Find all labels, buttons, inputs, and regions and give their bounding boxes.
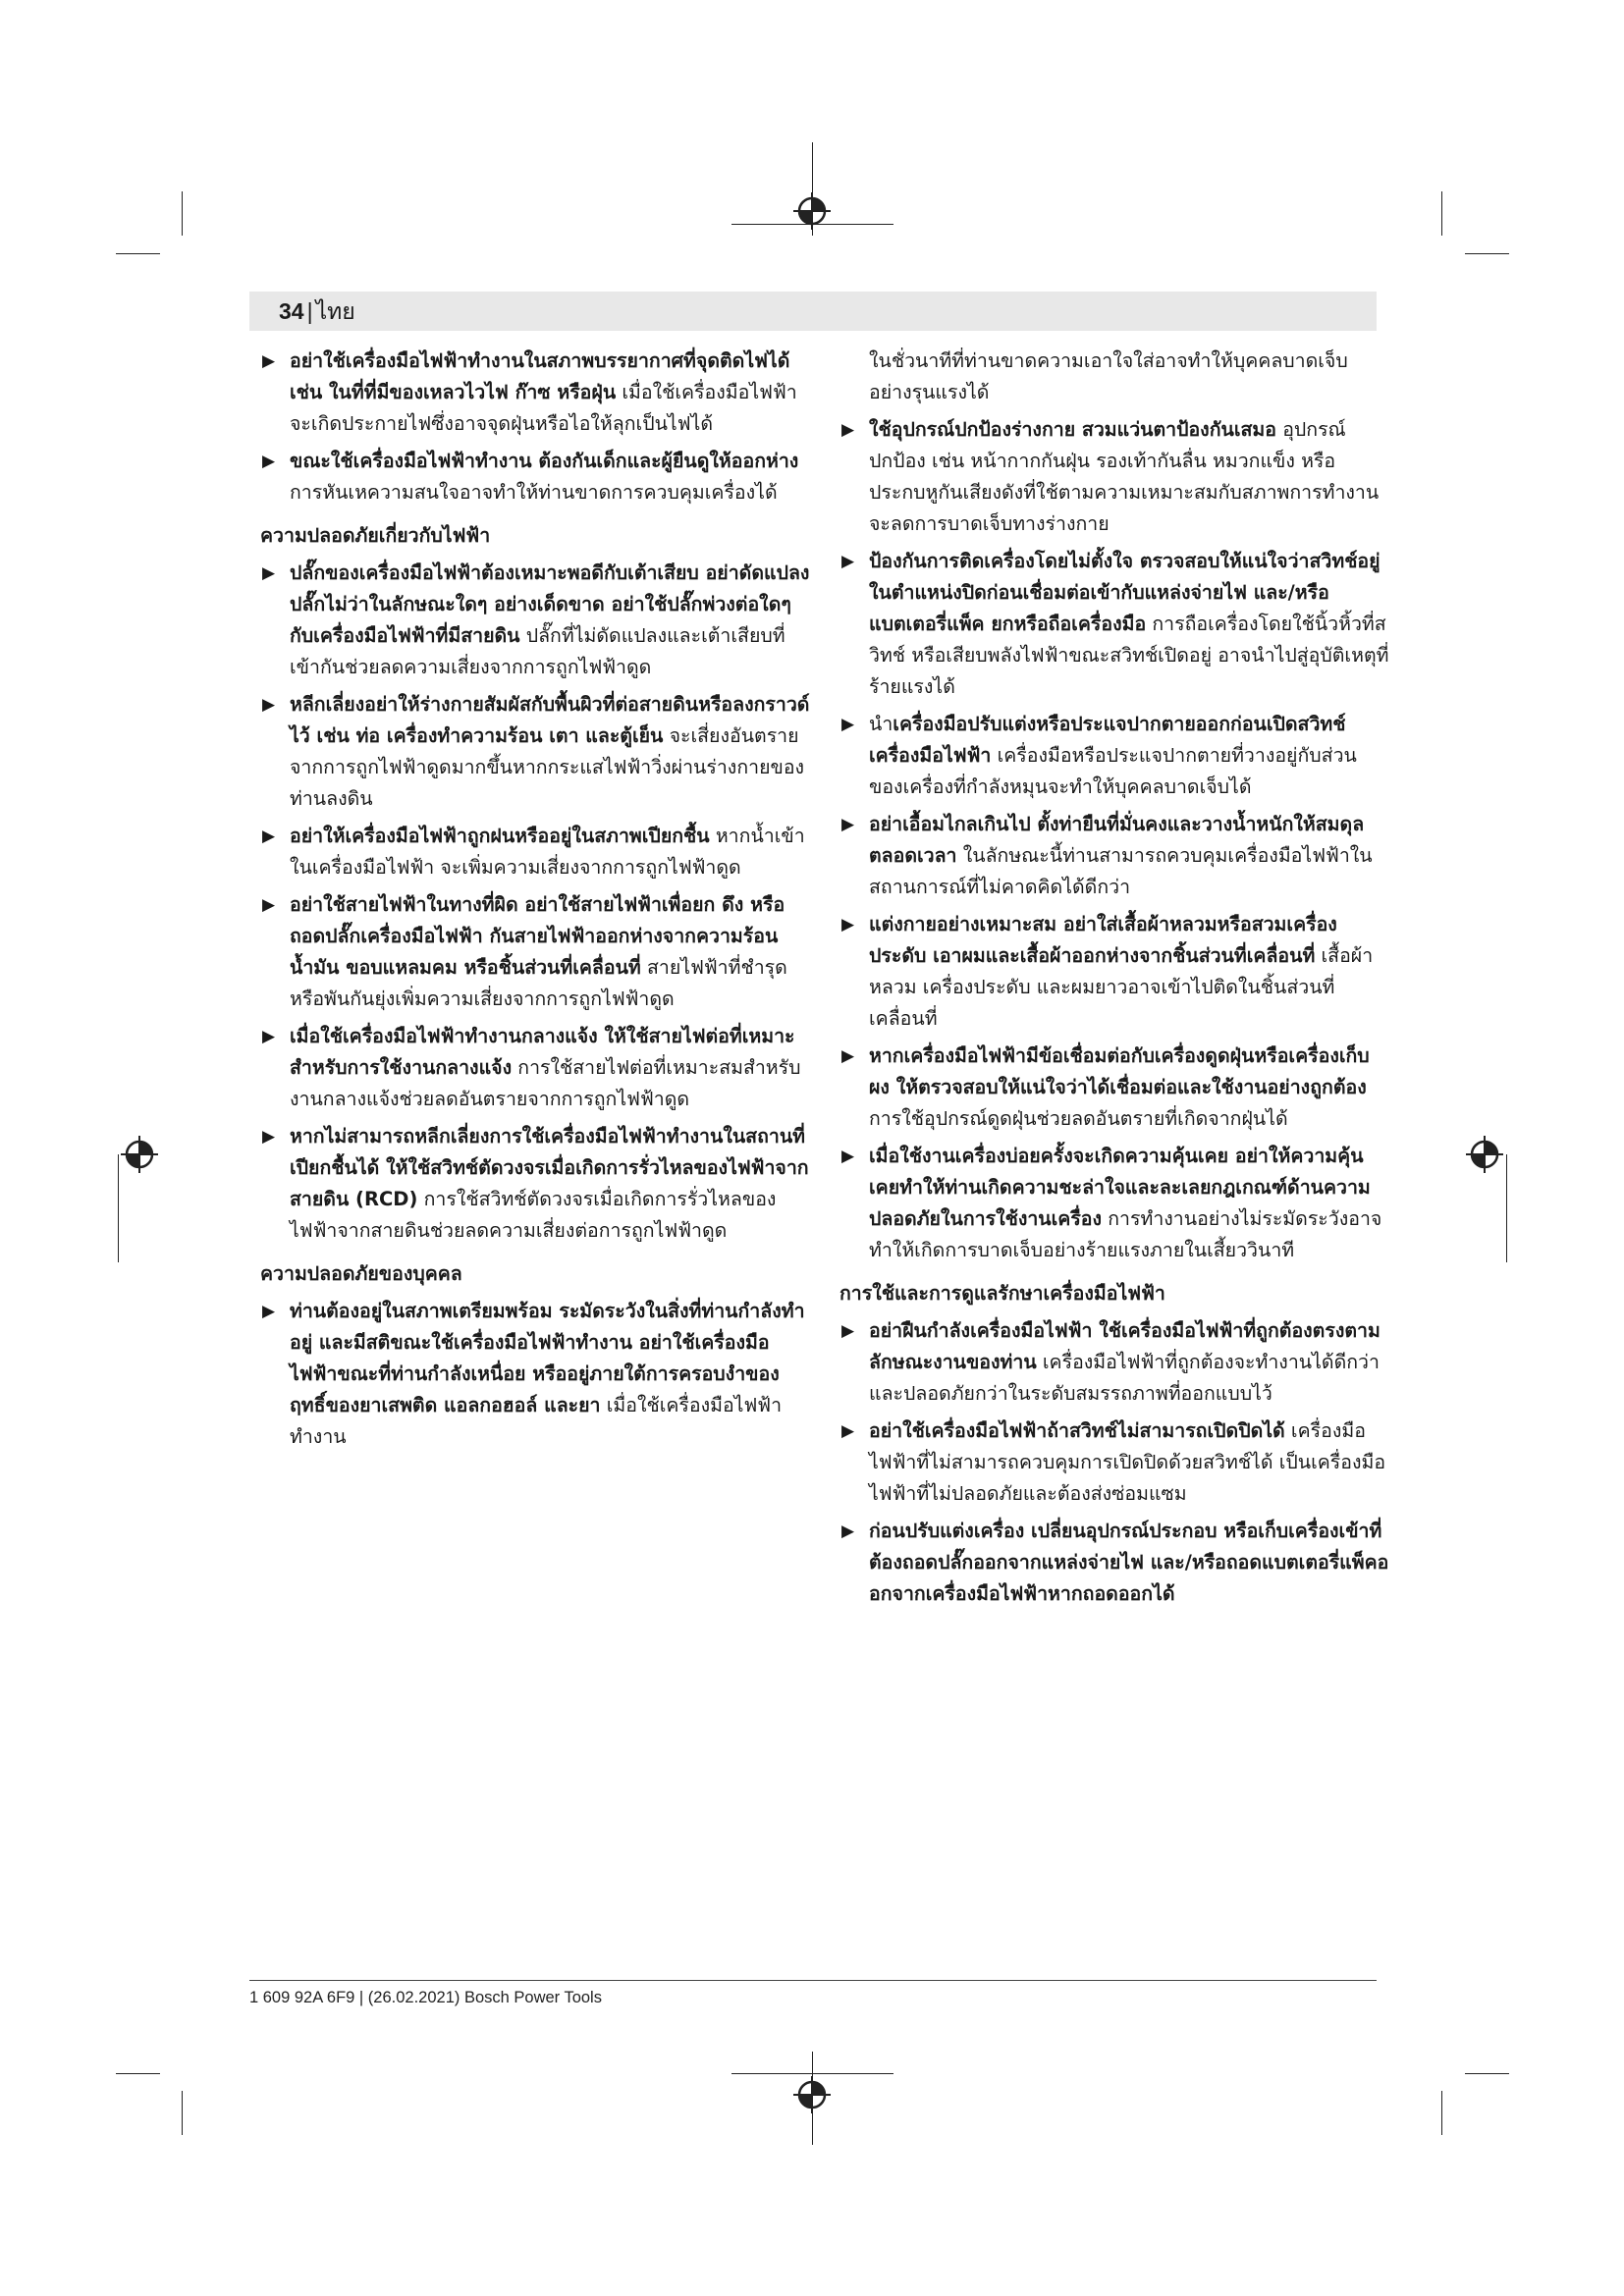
warning-item <box>260 1296 810 1453</box>
warning-item <box>839 1315 1389 1410</box>
crop-mark <box>1441 191 1442 236</box>
warning-paragraph <box>290 558 810 683</box>
warning-bold-text: หากไม่สามารถหลีกเลี่ยงการใช้เครื่องมือไฟฟ้าทำงานในสถานที่เปียกชื้นได้ ให้ใช้สวิทช์ตัดวงจรเมื่อเกิดการรั่วไหลของไฟฟ้าจากสายดิน (RCD) <box>290 1125 809 1210</box>
warning-item <box>260 346 810 440</box>
warning-paragraph <box>290 689 810 815</box>
bullet-arrow-icon: ▶ <box>262 351 276 371</box>
warning-paragraph <box>869 546 1389 703</box>
right-column <box>839 346 1389 1616</box>
warning-item <box>260 821 810 883</box>
warning-bold-text: ใช้อุปกรณ์ปกป้องร่างกาย สวมแว่นตาป้องกันเสมอ <box>869 418 1276 441</box>
bullet-arrow-icon: ▶ <box>841 715 855 734</box>
warning-paragraph <box>869 809 1389 903</box>
warning-item <box>839 909 1389 1035</box>
warning-paragraph <box>290 1021 810 1115</box>
page-header <box>249 292 1377 331</box>
warning-paragraph <box>869 414 1389 540</box>
warning-explanation-text: เครื่องมือหรือประแจปากตายที่วางอยู่กับส่วนของเครื่องที่กำลังหมุนจะทำให้บุคคลบาดเจ็บได้ <box>869 744 1357 798</box>
warning-paragraph <box>290 889 810 1015</box>
registration-mark-icon <box>790 2073 834 2116</box>
crop-mark <box>1465 2073 1509 2074</box>
bullet-arrow-icon: ▶ <box>841 915 855 934</box>
left-column <box>260 346 810 1459</box>
warning-bold-text: แต่งกายอย่างเหมาะสม อย่าใส่เสื้อผ้าหลวมหรือสวมเครื่องประดับ เอาผมและเสื้อผ้าออกห่างจากชิ้นส่วนที่เคลื่อนที่ <box>869 913 1337 967</box>
warning-explanation-text: เครื่องมือไฟฟ้าที่ไม่สามารถควบคุมการเปิดปิดด้วยสวิทช์ได้ เป็นเครื่องมือไฟฟ้าที่ไม่ปลอดภัยและต้องส่งซ่อมแซม <box>869 1419 1386 1505</box>
warning-bold-text: อย่าใช้เครื่องมือไฟฟ้าทำงานในสภาพบรรยากาศที่จุดติดไฟได้ เช่น ในที่ที่มีของเหลวไวไฟ ก๊าซ หรือฝุ่น <box>290 349 790 403</box>
warning-explanation-text: การทำงานอย่างไม่ระมัดระวังอาจทำให้เกิดการบาดเจ็บอย่างร้ายแรงภายในเสี้ยววินาที <box>869 1207 1382 1261</box>
warning-explanation-text: สายไฟฟ้าที่ชำรุดหรือพันกันยุ่งเพิ่มความเสี่ยงจากการถูกไฟฟ้าดูด <box>290 956 787 1010</box>
bullet-arrow-icon: ▶ <box>262 895 276 915</box>
crop-mark <box>182 191 183 236</box>
warning-item <box>839 414 1389 540</box>
bullet-arrow-icon: ▶ <box>841 1046 855 1066</box>
warning-paragraph <box>869 709 1389 803</box>
warning-bold-text: อย่าฝืนกำลังเครื่องมือไฟฟ้า ใช้เครื่องมือไฟฟ้าที่ถูกต้องตรงตามลักษณะงานของท่าน <box>869 1319 1380 1373</box>
page-number: 34 <box>279 298 304 324</box>
warning-explanation-text: การใช้สายไฟต่อที่เหมาะสมสำหรับงานกลางแจ้งช่วยลดอันตรายจากการถูกไฟฟ้าดูด <box>290 1056 801 1110</box>
bullet-arrow-icon: ▶ <box>262 695 276 715</box>
crop-mark <box>1441 2091 1442 2135</box>
warning-explanation-text: ปลั๊กที่ไม่ดัดแปลงและเต้าเสียบที่เข้ากันช่วยลดความเสี่ยงจากการถูกไฟฟ้าดูด <box>290 624 785 678</box>
section-heading-personal-safety: ความปลอดภัยของบุคคล <box>260 1262 462 1285</box>
warning-item <box>839 809 1389 903</box>
warning-explanation-text: เครื่องมือไฟฟ้าที่ถูกต้องจะทำงานได้ดีกว่าและปลอดภัยกว่าในระดับสมรรถภาพที่ออกแบบไว้ <box>869 1351 1380 1405</box>
bullet-arrow-icon: ▶ <box>841 420 855 440</box>
crop-mark <box>1506 1154 1507 1262</box>
warning-paragraph <box>869 1315 1389 1410</box>
bullet-arrow-icon: ▶ <box>262 1302 276 1321</box>
bullet-arrow-icon: ▶ <box>262 1127 276 1147</box>
warning-explanation-text: การถือเครื่องโดยใช้นิ้วหิ้วที่สวิทช์ หรือเสียบพลังไฟฟ้าขณะสวิทช์เปิดอยู่ อาจนำไปสู่อุบัติเหตุที่ร้ายแรงได้ <box>869 613 1389 698</box>
language-label: ไทย <box>315 298 355 324</box>
warning-bold-text: อย่าใช้เครื่องมือไฟฟ้าถ้าสวิทช์ไม่สามารถเปิดปิดได้ <box>869 1419 1285 1442</box>
warning-paragraph <box>290 1296 810 1453</box>
warning-bold-text: ปลั๊กของเครื่องมือไฟฟ้าต้องเหมาะพอดีกับเต้าเสียบ อย่าดัดแปลงปลั๊กไม่ว่าในลักษณะใดๆ อย่างเด็ดขาด อย่าใช้ปลั๊กพ่วงต่อใดๆ กับเครื่องมือไฟฟ้าที่มีสายดิน <box>290 561 810 647</box>
warning-explanation-text: การใช้อุปกรณ์ดูดฝุ่นช่วยลดอันตรายที่เกิดจากฝุ่นได้ <box>869 1107 1288 1130</box>
bullet-arrow-icon: ▶ <box>262 452 276 471</box>
bullet-arrow-icon: ▶ <box>262 1027 276 1046</box>
warning-paragraph <box>290 1121 810 1247</box>
crop-mark <box>182 2091 183 2135</box>
section-heading-electrical-safety: ความปลอดภัยเกี่ยวกับไฟฟ้า <box>260 524 491 547</box>
bullet-arrow-icon: ▶ <box>841 1421 855 1441</box>
warning-item <box>260 446 810 508</box>
warning-bold-text: ขณะใช้เครื่องมือไฟฟ้าทำงาน ต้องกันเด็กและผู้ยืนดูให้ออกห่าง <box>290 450 799 472</box>
crop-mark <box>1465 253 1509 254</box>
bullet-arrow-icon: ▶ <box>841 1522 855 1541</box>
warning-bold-text: หากเครื่องมือไฟฟ้ามีข้อเชื่อมต่อกับเครื่องดูดฝุ่นหรือเครื่องเก็บผง ให้ตรวจสอบให้แน่ใจว่าได้เชื่อมต่อและใช้งานอย่างถูกต้อง <box>869 1044 1370 1098</box>
warning-item <box>839 1415 1389 1510</box>
registration-mark-icon <box>118 1133 161 1176</box>
warning-bold-text: เมื่อใช้งานเครื่องบ่อยครั้งจะเกิดความคุ้นเคย อย่าให้ความคุ้นเคยทำให้ท่านเกิดความชะล่าใจและละเลยกฎเกณฑ์ด้านความปลอดภัยในการใช้งานเครื่อง <box>869 1145 1371 1230</box>
bullet-arrow-icon: ▶ <box>262 827 276 846</box>
warning-paragraph <box>869 1041 1389 1135</box>
warning-list <box>839 414 1389 1266</box>
warning-item <box>260 889 810 1015</box>
warning-explanation-text: เสื้อผ้าหลวม เครื่องประดับ และผมยาวอาจเข้าไปติดในชิ้นส่วนที่เคลื่อนที่ <box>869 944 1374 1030</box>
warning-bold-text: ท่านต้องอยู่ในสภาพเตรียมพร้อม ระมัดระวังในสิ่งที่ท่านกำลังทำอยู่ และมีสติขณะใช้เครื่องมือไฟฟ้าทำงาน อย่าใช้เครื่องมือไฟฟ้าขณะที่ท่านกำลังเหนื่อย หรืออยู่ภายใต้การครอบงำของฤทธิ์ของยาเสพติด แอลกอฮอล์ และยา <box>290 1300 805 1416</box>
registration-mark-icon <box>1463 1133 1506 1176</box>
warning-bold-text: เครื่องมือปรับแต่งหรือประแจปากตายออกก่อนเปิดสวิทช์เครื่องมือไฟฟ้า <box>869 713 1346 767</box>
warning-paragraph <box>290 346 810 440</box>
warning-explanation-text: การหันเหความสนใจอาจทำให้ท่านขาดการควบคุมเครื่องได้ <box>290 481 778 504</box>
warning-explanation-text: หากน้ำเข้าในเครื่องมือไฟฟ้า จะเพิ่มความเสี่ยงจากการถูกไฟฟ้าดูด <box>290 825 805 879</box>
warning-item <box>839 1141 1389 1266</box>
warning-paragraph <box>869 1516 1389 1610</box>
crop-mark <box>116 2073 160 2074</box>
warning-paragraph <box>290 821 810 883</box>
warning-explanation-text: อุปกรณ์ปกป้อง เช่น หน้ากากกันฝุ่น รองเท้ากันลื่น หมวกแข็ง หรือประกบหูกันเสียงดังที่ใช้ตามความเหมาะสมกับสภาพการทำงาน จะลดการบาดเจ็บทางร่างกาย <box>869 418 1380 535</box>
warning-bold-text: อย่าเอื้อมไกลเกินไป ตั้งท่ายืนที่มั่นคงและวางน้ำหนักให้สมดุลตลอดเวลา <box>869 813 1365 867</box>
warning-bold-text: หลีกเลี่ยงอย่าให้ร่างกายสัมผัสกับพื้นผิวที่ต่อสายดินหรือลงกราวด์ไว้ เช่น ท่อ เครื่องทำความร้อน เตา และตู้เย็น <box>290 693 810 747</box>
warning-list <box>260 1296 810 1453</box>
warning-item <box>839 546 1389 703</box>
warning-bold-text: อย่าใช้สายไฟฟ้าในทางที่ผิด อย่าใช้สายไฟฟ้าเพื่อยก ดึง หรือถอดปลั๊กเครื่องมือไฟฟ้า กันสายไฟฟ้าออกห่างจากความร้อน น้ำมัน ขอบแหลมคม หรือชิ้นส่วนที่เคลื่อนที่ <box>290 893 785 979</box>
bullet-arrow-icon: ▶ <box>841 552 855 571</box>
bullet-arrow-icon: ▶ <box>841 815 855 834</box>
warning-item <box>260 558 810 683</box>
warning-item <box>260 1021 810 1115</box>
warning-paragraph <box>869 1415 1389 1510</box>
bullet-arrow-icon: ▶ <box>841 1147 855 1166</box>
warning-item <box>839 1516 1389 1610</box>
warning-lead-text: นำ <box>869 713 893 735</box>
warning-list <box>839 1315 1389 1610</box>
footer-rule <box>249 1980 1377 1981</box>
warning-paragraph <box>290 446 810 508</box>
bullet-arrow-icon: ▶ <box>262 563 276 583</box>
warning-paragraph <box>869 909 1389 1035</box>
warning-list <box>260 558 810 1247</box>
warning-explanation-text: ในลักษณะนี้ท่านสามารถควบคุมเครื่องมือไฟฟ้าในสถานการณ์ที่ไม่คาดคิดได้ดีกว่า <box>869 844 1373 898</box>
warning-explanation-text: เมื่อใช้เครื่องมือไฟฟ้าจะเกิดประกายไฟซึ่งอาจจุดฝุ่นหรือไอให้ลุกเป็นไฟได้ <box>290 381 797 435</box>
registration-mark-icon <box>790 189 834 233</box>
warning-bold-text: เมื่อใช้เครื่องมือไฟฟ้าทำงานกลางแจ้ง ให้ใช้สายไฟต่อที่เหมาะสำหรับการใช้งานกลางแจ้ง <box>290 1025 795 1079</box>
continuation-text: ในชั่วนาทีที่ท่านขาดความเอาใจใส่อาจทำให้บุคคลบาดเจ็บอย่างรุนแรงได้ <box>869 349 1348 403</box>
warning-item <box>260 689 810 815</box>
warning-bold-text: ก่อนปรับแต่งเครื่อง เปลี่ยนอุปกรณ์ประกอบ หรือเก็บเครื่องเข้าที่ ต้องถอดปลั๊กออกจากแหล่งจ่ายไฟ และ/หรือถอดแบตเตอรี่แพ็คออกจากเครื่องมือไฟฟ้าหากถอดออกได้ <box>869 1520 1389 1605</box>
bullet-arrow-icon: ▶ <box>841 1321 855 1341</box>
warning-item <box>839 709 1389 803</box>
warning-explanation-text: เมื่อใช้เครื่องมือไฟฟ้าทำงาน <box>290 1394 783 1448</box>
section-heading-tool-use-care: การใช้และการดูแลรักษาเครื่องมือไฟฟ้า <box>839 1282 1165 1305</box>
warning-item <box>260 1121 810 1247</box>
warning-paragraph <box>869 1141 1389 1266</box>
warning-list <box>260 346 810 508</box>
warning-bold-text: อย่าให้เครื่องมือไฟฟ้าถูกฝนหรืออยู่ในสภาพเปียกชื้น <box>290 825 710 847</box>
header-separator: | <box>306 298 313 324</box>
warning-explanation-text: จะเสี่ยงอันตรายจากการถูกไฟฟ้าดูดมากขึ้นหากกระแสไฟฟ้าวิ่งผ่านร่างกายของท่านลงดิน <box>290 724 805 810</box>
warning-explanation-text: การใช้สวิทช์ตัดวงจรเมื่อเกิดการรั่วไหลของไฟฟ้าจากสายดินช่วยลดความเสี่ยงต่อการถูกไฟฟ้าดูด <box>290 1188 777 1242</box>
footer-publication-info: 1 609 92A 6F9 | (26.02.2021) Bosch Power Tools <box>249 1989 602 2006</box>
crop-mark <box>116 253 160 254</box>
warning-item <box>839 1041 1389 1135</box>
warning-bold-text: ป้องกันการติดเครื่องโดยไม่ตั้งใจ ตรวจสอบให้แน่ใจว่าสวิทช์อยู่ในตำแหน่งปิดก่อนเชื่อมต่อเข้ากับแหล่งจ่ายไฟ และ/หรือแบตเตอรี่แพ็ค ยกหรือถือเครื่องมือ <box>869 550 1380 635</box>
